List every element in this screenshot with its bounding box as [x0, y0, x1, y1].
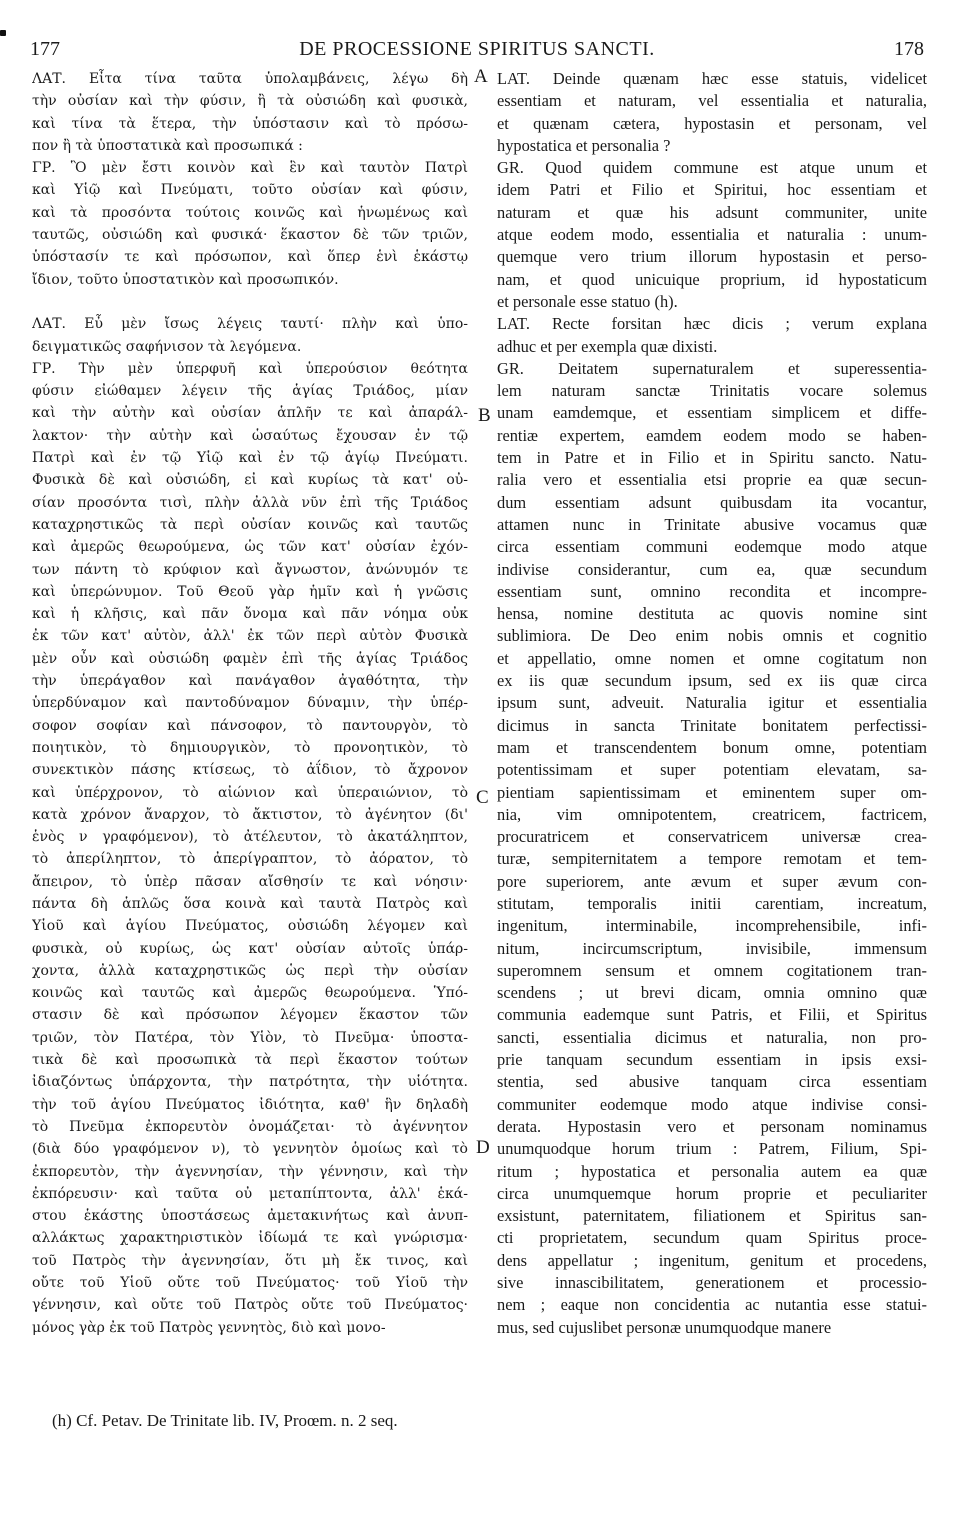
- text-line: ipsum sunt, adveuit. Naturalia igitur et essentialia: [497, 693, 927, 713]
- text-line: indivise considerantur, cum ea, quæ secundum: [497, 559, 927, 579]
- page-number-right: 178: [894, 38, 924, 60]
- text-line: (διὰ δύο γραφόμενον ν), τὸ γεννητὸν ὁμοίως καὶ τὸ: [32, 1141, 468, 1158]
- text-line: ἴδιον, τοῦτο ὑποστατικὸν καὶ προσωπικόν.: [32, 271, 339, 288]
- text-line: nitum, incircumscriptum, invisibile, immensum: [497, 938, 927, 958]
- text-line: pientiam sapientissimam et eminentem super om-: [497, 782, 927, 802]
- text-line: χοντα, ἀλλὰ καταχρηστικῶς ὡς περὶ τὴν οὐσίαν: [32, 962, 468, 979]
- text-line: hypostatica et personalia ?: [497, 135, 671, 155]
- corner-mark: [0, 30, 6, 36]
- text-line: ὑπερδύναμον καὶ παντοδύναμον δύναμιν, τὴν ὑπέρ-: [32, 695, 468, 712]
- text-line: ΓΡ. Ὃ μὲν ἔστι κοινὸν καὶ ἓν καὶ ταυτὸν Πατρὶ: [32, 160, 468, 177]
- text-line: κατὰ χρόνον ἄναρχον, τὸ ἄκτιστον, τὸ ἀγένητον (δι': [32, 806, 468, 823]
- text-line: essentiam sunt, omnino recondita et incompre-: [497, 581, 927, 601]
- text-line: attamen nunc in Trinitate abusive vocamus quæ: [497, 514, 927, 534]
- text-line: nia, vim omnipotentem, creatricem, factricem,: [497, 804, 927, 824]
- text-line: potentissimam et super potentiam elevatam, sa-: [497, 760, 927, 780]
- text-line: ἄπειρον, τὸ ὑπὲρ πᾶσαν αἴσθησίν τε καὶ νόησιν·: [32, 873, 468, 890]
- text-line: circa unumquemque horum proprie et peculiariter: [497, 1183, 927, 1203]
- text-line: πάντα δὴ ἁπλῶς ὅσα κοινὰ καὶ ταυτὰ Πατρὸς καὶ: [32, 895, 468, 912]
- page-number-left: 177: [30, 38, 60, 60]
- text-line: mus, sed cujuslibet personæ unumquodque manere: [497, 1317, 832, 1337]
- text-line: καὶ ὑπερώνυμον. Τοῦ Θεοῦ γὰρ ἡμῖν καὶ ἡ γνῶσις: [32, 583, 468, 600]
- text-line: GR. Deitatem supernaturalem et superessentia-: [497, 358, 927, 378]
- text-line: τοῦ Πατρὸς τὴν ἀγεννησίαν, ὅτι μὴ ἔκ τινος, καὶ: [32, 1252, 468, 1269]
- text-line: ΛΑΤ. Εἶτα τίνα ταῦτα ὑπολαμβάνεις, λέγω δὴ: [32, 71, 468, 87]
- running-title: DE PROCESSIONE SPIRITUS SANCTI.: [299, 38, 655, 60]
- text-line: τὴν οὐσίαν καὶ τὴν φύσιν, ἢ τὰ οὐσιώδη καὶ φυσικὰ,: [32, 93, 468, 110]
- text-line: et quænam cætera, hypostasin et personam, vel: [497, 113, 927, 133]
- text-line: communiter eodemque modo atque indivise consi-: [497, 1094, 927, 1114]
- text-line: ταυτῶς, οὐσιώδη καὶ φυσικά· ἕκαστον δὲ τῶν τριῶν,: [32, 227, 468, 244]
- text-line: dicimus in sancta Trinitate bonitatem perfectissi-: [497, 715, 927, 735]
- text-line: rentiæ expertem, eamdem eodem modo se haben-: [497, 425, 927, 445]
- text-line: τριῶν, τὸν Πατέρα, τὸν Υἱὸν, τὸ Πνεῦμα· ὑποστα-: [32, 1029, 468, 1046]
- text-line: stentia, sed abusive tanquam circa essentiam: [497, 1072, 927, 1092]
- text-line: μόνος γὰρ ἐκ τοῦ Πατρὸς γεννητὸς, διὸ καὶ μονο-: [32, 1319, 386, 1336]
- text-line: σοφον σοφίαν καὶ πάνσοφον, τὸ παντουργὸν, τὸ: [32, 717, 468, 734]
- text-line: procuratricem et conservatricem universæ crea-: [497, 827, 927, 847]
- text-line: συνεκτικὸν πάσης κτίσεως, τὸ ἀΐδιον, τὸ ἄχρονον: [32, 762, 468, 779]
- text-line: καὶ ὑπέρχρονον, τὸ αἰώνιον καὶ ὑπεραιώνιον, τὸ: [32, 784, 468, 801]
- text-line: γέννησιν, καὶ οὔτε τοῦ Πατρὸς οὔτε τοῦ Πνεύματος·: [32, 1297, 468, 1314]
- text-line: ἐκπορευτὸν, τὴν ἀγεννησίαν, τὴν γέννησιν, καὶ τὴν: [32, 1163, 468, 1180]
- text-line: καὶ τίνα τὰ ἕτερα, τὴν ὑπόστασιν καὶ τὸ πρόσω-: [32, 115, 468, 132]
- text-line: τὸ ἀπερίληπτον, τὸ ἀπερίγραπτον, τὸ ἀόρατον, τὸ: [32, 851, 468, 868]
- text-line: τὴν τοῦ ἁγίου Πνεύματος ἰδιότητα, καθ' ἣν δηλαδὴ: [32, 1096, 468, 1113]
- text-line: οὔτε τοῦ Υἱοῦ οὔτε τοῦ Πνεύματος· τοῦ Υἱοῦ τὴν: [32, 1275, 468, 1292]
- text-line: prie tanquam secundum essentiam in ipsis exsi-: [497, 1050, 927, 1070]
- text-line: κοινῶς καὶ ταυτῶς καὶ ἀμερῶς θεωρούμενα. Ὑπό-: [32, 985, 468, 1002]
- text-line: φυσικὰ, οὐ κυρίως, ὡς κατ' οὐσίαν αὐτοῖς ὑπάρ-: [32, 940, 468, 957]
- text-line: cti proprietatem, secundum quam Spiritus proce-: [497, 1228, 927, 1248]
- text-line: dum essentiam adsunt quibusdam ita vocantur,: [497, 492, 927, 512]
- text-line: Υἱοῦ καὶ ἁγίου Πνεύματος, οὐσιώδη λέγομεν καὶ: [32, 918, 468, 935]
- text-line: pore superiorem, ante ævum et super ævum con-: [497, 871, 927, 891]
- text-line: ΓΡ. Τὴν μὲν ὑπερφυῆ καὶ ὑπερούσιον θεότητα: [32, 360, 468, 377]
- text-line: sancti, essentialia dicimus et naturalia, non pro-: [497, 1027, 927, 1047]
- text-line: τικὰ δὲ καὶ προσωπικὰ τὰ περὶ ἕκαστον τούτων: [32, 1052, 468, 1069]
- text-line: sublimiora. De Deo enim nobis omnis et cognitio: [497, 626, 927, 646]
- text-line: Φυσικὰ δὲ καὶ οὐσιώδη, εἰ καὶ κυρίως τὰ κατ' οὐ-: [32, 472, 468, 489]
- text-line: stitutam, temporalis initii carentiam, increatum,: [497, 893, 927, 913]
- text-line: καὶ τὴν αὐτὴν καὶ οὐσίαν ἁπλῆν τε καὶ ἀπαράλ-: [32, 405, 468, 422]
- latin-column: [497, 68, 927, 1339]
- text-line: λακτον· τὴν αὐτὴν καὶ ὡσαύτως ἔχουσαν ἐν τῷ: [32, 427, 468, 444]
- text-line: ΛΑΤ. Εὖ μὲν ἴσως λέγεις ταυτί· πλὴν καὶ ὑπο-: [32, 316, 468, 333]
- text-line: idem Patri et Filio et Spiritui, hoc essentiam et: [497, 180, 927, 200]
- text-line: ἐκπόρευσιν· καὶ ταῦτα οὐ μεταπίπτοντα, ἀλλ' ἑκά-: [32, 1185, 468, 1202]
- text-line: nem ; eaque non concidentia ac nutantia esse statui-: [497, 1295, 927, 1315]
- text-line: ὑπόστασίν τε καὶ πρόσωπον, καὶ ὅπερ ἑνὶ ἑκάστῳ: [32, 249, 468, 266]
- text-line: sive innascibilitatem, generationem et processio-: [497, 1273, 927, 1293]
- text-line: superomnem sensum et omnem cogitationem tran-: [497, 960, 927, 980]
- text-line: derata. Hypostasin vero et personam nominamus: [497, 1116, 927, 1136]
- footnote: (h) Cf. Petav. De Trinitate lib. IV, Proœm. n. 2 seq.: [52, 1411, 398, 1430]
- text-line: scendens ; ut brevi dicam, omnia omnino quæ: [497, 983, 927, 1003]
- text-line: [32, 291, 468, 313]
- text-line: ex iis quæ secundum ipsum, sed ex iis quæ circa: [497, 671, 927, 691]
- text-line: LAT. Deinde quænam hæc esse statuis, videlicet: [497, 69, 927, 88]
- text-line: et appellatio, omne nomen et omne cogitatum non: [497, 648, 927, 668]
- margin-marker-a: A: [474, 66, 488, 87]
- text-line: tem in Patre et in Filio et in Spiritu sancto. Natu-: [497, 448, 927, 468]
- text-line: hensa, nomine destituta ac quovis nomine sint: [497, 604, 927, 624]
- text-line: φύσιν εἰώθαμεν λέγειν τῆς ἁγίας Τριάδος, μίαν: [32, 383, 468, 400]
- text-line: unumquodque horum trium : Patrem, Filium, Spi-: [497, 1139, 927, 1159]
- text-line: μὲν οὖν καὶ οὐσιώδη φαμὲν ἐπὶ τῆς ἁγίας Τριάδος: [32, 650, 468, 667]
- text-line: unam eamdemque, et essentiam simplicem et diffe-: [497, 403, 927, 423]
- text-line: ritum ; hypostatica et personalia autem ea quæ: [497, 1161, 927, 1181]
- text-line: naturam et quæ his adsunt communiter, unite: [497, 202, 927, 222]
- text-line: σίαν προσόντα τισὶ, πλὴν ἀλλὰ νῦν ἐπὶ τῆς Τριάδος: [32, 494, 468, 511]
- text-line: exsistunt, paternitatem, filiationem et Spiritus san-: [497, 1206, 927, 1226]
- running-header: [30, 38, 924, 64]
- text-line: ἐκ τῶν κατ' αὐτὸν, ἀλλ' ἐκ τῶν περὶ αὐτὸν Φυσικὰ: [32, 628, 468, 645]
- text-line: adhuc et per exempla quæ dixisti.: [497, 336, 718, 356]
- margin-marker-d: D: [476, 1137, 490, 1158]
- text-line: circa essentiam communi eodemque modo atque: [497, 537, 927, 557]
- text-line: ἰδιαζόντως ὑπάρχοντα, τὴν πατρότητα, τὴν υἱότητα.: [32, 1074, 468, 1091]
- text-line: lem naturam sanctæ Trinitatis vocare solemus: [497, 381, 927, 401]
- text-line: essentiam et naturam, vel essentialia et naturalia,: [497, 91, 927, 111]
- text-line: τὸ Πνεῦμα ἐκπορευτὸν ὀνομάζεται· τὸ ἀγέννητον: [32, 1118, 468, 1135]
- text-line: communia eademque sunt Patris, et Filii, et Spiritus: [497, 1005, 927, 1025]
- text-line: GR. Quod quidem commune est atque unum et: [497, 158, 927, 178]
- text-line: καὶ ἀμερῶς θεωρούμενα, ὡς τῶν κατ' οὐσίαν ἐχόν-: [32, 539, 468, 556]
- text-line: καταχρηστικῶς τὰ περὶ οὐσίαν κοινῶς καὶ ταυτῶς: [32, 516, 468, 533]
- text-line: δειγματικῶς σαφήνισον τὰ λεγόμενα.: [32, 338, 302, 355]
- margin-marker-c: C: [476, 787, 489, 808]
- text-line: ἑνὸς ν γραφόμενον), τὸ ἀτέλευτον, τὸ ἀκατάληπτον,: [32, 829, 468, 846]
- text-line: καὶ τὰ προσόντα τούτοις κοινῶς καὶ ἡνωμένως καὶ: [32, 204, 468, 221]
- text-line: atque eodem modo, essentialia et naturalia : unum-: [497, 225, 927, 245]
- text-line: ralia vero et essentialia etsi proprie ea quæ secun-: [497, 470, 927, 490]
- text-line: ποιητικὸν, τὸ δημιουργικὸν, τὸ προνοητικὸν, τὸ: [32, 739, 468, 756]
- text-line: ingenitum, interminabile, incomprehensibile, infi-: [497, 916, 927, 936]
- text-line: των πάντη τὸ κρύφιον καὶ ἄγνωστον, ἀνώνυμόν τε: [32, 561, 468, 578]
- text-line: πον ἢ τὰ ὑποστατικὰ καὶ προσωπικά :: [32, 137, 303, 154]
- text-line: στασιν δὲ καὶ πρόσωπον λέγομεν ἕκαστον τῶν: [32, 1007, 468, 1024]
- text-line: καὶ ἡ κλῆσις, καὶ πᾶν ὄνομα καὶ πᾶν νόημα οὐκ: [32, 606, 468, 623]
- text-line: LAT. Recte forsitan hæc dicis ; verum explana: [497, 314, 927, 334]
- text-line: mam et transcendentem bonum omne, potentiam: [497, 737, 927, 757]
- text-line: Πατρὶ καὶ ἐν τῷ Υἱῷ καὶ ἐν τῷ ἁγίῳ Πνεύματι.: [32, 450, 468, 467]
- text-line: καὶ Υἱῷ καὶ Πνεύματι, τοῦτο οὐσίαν καὶ φύσιν,: [32, 182, 468, 199]
- text-line: τὴν ὑπεράγαθον καὶ πανάγαθον ἀγαθότητα, τὴν: [32, 673, 468, 690]
- text-line: nam, et quod unicuique proprium, id hypostaticum: [497, 269, 927, 289]
- text-line: αλλάκτως χαρακτηριστικὸν ἰδίωμά τε καὶ γνώρισμα·: [32, 1230, 468, 1247]
- text-line: dens appellatur ; ingenitum, genitum et procedens,: [497, 1250, 927, 1270]
- text-line: quemque vero trium illorum hypostasin et perso-: [497, 247, 927, 267]
- margin-marker-b: B: [478, 405, 491, 426]
- text-line: στου ἑκάστης ὑποστάσεως ἀμετακινήτως καὶ ἀνυπ-: [32, 1208, 468, 1225]
- greek-column: [32, 68, 468, 1339]
- text-line: turæ, sempiternitatem a tempore remotam et tem-: [497, 849, 927, 869]
- text-line: et personale esse statuo (h).: [497, 291, 678, 311]
